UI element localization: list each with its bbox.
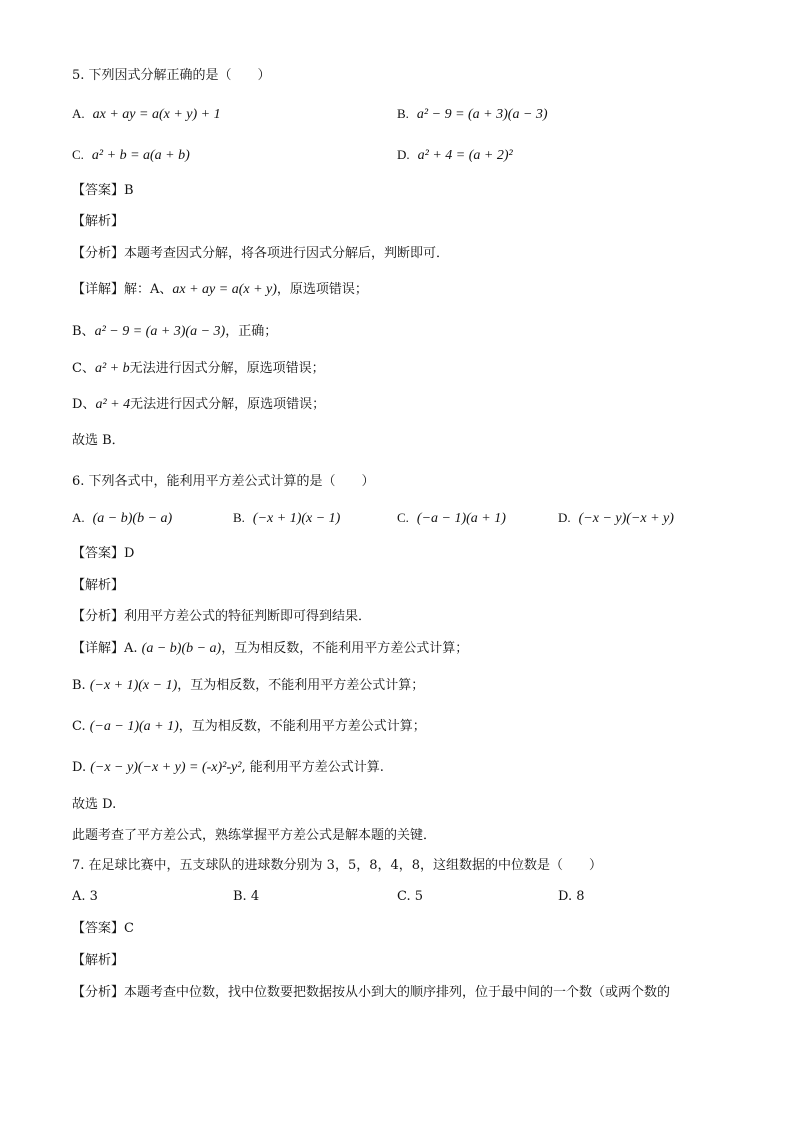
detail-suffix: ，互为相反数，不能利用平方差公式计算； [221, 641, 469, 656]
option-expr: (a − b)(b − a) [92, 511, 173, 526]
q7-option-d [558, 887, 585, 907]
detail-expr: a² + 4 [95, 397, 131, 412]
option-letter: C. [397, 510, 409, 525]
q7-fenxi: 【分析】本题考查中位数，找中位数要把数据按从小到大的顺序排列，位于最中间的一个数（或两个数的 [72, 985, 671, 1000]
q5-analysis-label: 【解析】 [72, 214, 125, 229]
option-letter: D. [558, 889, 573, 904]
option-letter: A. [72, 510, 85, 525]
q5-option-d [397, 145, 513, 166]
option-expr: 8 [576, 889, 585, 904]
detail-expr: (−x − y)(−x + y) = (-x)²-y² [90, 760, 242, 775]
q6-analysis-label: 【解析】 [72, 578, 125, 593]
option-expr: 3 [89, 889, 98, 904]
option-expr: 5 [414, 889, 424, 904]
option-expr: a² + b = a(a + b) [91, 148, 190, 163]
q5-choose: 故选 B． [72, 433, 125, 448]
option-letter: A. [72, 106, 85, 121]
detail-suffix: 无法进行因式分解，原选项错误； [129, 361, 325, 376]
option-letter: A. [72, 889, 86, 904]
q5-option-b [397, 104, 548, 125]
q5-detail-c [72, 359, 325, 379]
q6-detail-b [72, 676, 424, 696]
detail-suffix: ，原选项错误； [276, 282, 368, 297]
detail-prefix: B、 [72, 324, 95, 339]
option-letter: C. [72, 147, 84, 162]
q6-detail-c [72, 717, 426, 737]
detail-expr: a² + b [94, 361, 130, 376]
q5-detail-d [72, 395, 325, 415]
q6-stem: 6. 下列各式中，能利用平方差公式计算的是（ ） [72, 474, 375, 489]
q5-stem: 5. 下列因式分解正确的是（ ） [72, 68, 271, 83]
option-letter: B. [233, 889, 247, 904]
detail-prefix: C. [72, 719, 86, 734]
detail-expr: (−x + 1)(x − 1) [89, 678, 178, 693]
q6-detail-d [72, 758, 384, 778]
detail-prefix: 【详解】解：A、 [72, 282, 173, 297]
q7-analysis-label: 【解析】 [72, 953, 125, 968]
option-expr: a² + 4 = (a + 2)² [417, 148, 513, 163]
option-letter: B. [233, 510, 245, 525]
q6-option-b [233, 508, 340, 529]
detail-suffix: ，正确； [225, 324, 278, 339]
option-expr: 4 [250, 889, 260, 904]
detail-prefix: D、 [72, 397, 96, 412]
option-expr: (−x + 1)(x − 1) [252, 511, 341, 526]
option-letter: C. [397, 889, 411, 904]
q7-answer: 【答案】C [72, 921, 134, 936]
q5-detail-a [72, 280, 368, 300]
q5-fenxi: 【分析】本题考查因式分解，将各项进行因式分解后，判断即可． [72, 246, 450, 261]
option-expr: (−a − 1)(a + 1) [416, 511, 506, 526]
q5-option-a [72, 104, 221, 125]
detail-suffix: ，互为相反数，不能利用平方差公式计算； [177, 678, 425, 693]
option-expr: (−x − y)(−x + y) [578, 511, 674, 526]
q6-option-d [558, 508, 674, 529]
detail-expr: (−a − 1)(a + 1) [89, 719, 179, 734]
q5-option-c [72, 145, 190, 166]
detail-expr: a² − 9 = (a + 3)(a − 3) [94, 324, 226, 339]
q6-choose: 故选 D. [72, 797, 117, 812]
detail-suffix: , 能利用平方差公式计算. [241, 760, 384, 775]
q7-option-b [233, 887, 259, 907]
detail-prefix: 【详解】A. [72, 641, 138, 656]
q7-stem: 7. 在足球比赛中，五支球队的进球数分别为 3，5，8，4，8，这组数据的中位数是（ ） [72, 858, 603, 873]
q6-detail-a [72, 639, 468, 659]
q7-option-a [72, 887, 98, 907]
detail-prefix: D. [72, 760, 87, 775]
detail-suffix: 无法进行因式分解，原选项错误； [130, 397, 326, 412]
q7-option-c [397, 887, 423, 907]
detail-expr: ax + ay = a(x + y) [172, 282, 277, 297]
q5-detail-b [72, 322, 277, 342]
detail-expr: (a − b)(b − a) [141, 641, 222, 656]
detail-prefix: B. [72, 678, 86, 693]
option-expr: a² − 9 = (a + 3)(a − 3) [416, 107, 548, 122]
option-letter: D. [558, 510, 571, 525]
q6-summary: 此题考查了平方差公式，熟练掌握平方差公式是解本题的关键． [72, 828, 437, 843]
q6-option-c [397, 508, 506, 529]
q5-answer: 【答案】B [72, 183, 134, 198]
option-letter: B. [397, 106, 409, 121]
q6-fenxi: 【分析】利用平方差公式的特征判断即可得到结果． [72, 609, 372, 624]
detail-suffix: ，互为相反数，不能利用平方差公式计算； [178, 719, 426, 734]
q6-option-a [72, 508, 172, 529]
detail-prefix: C、 [72, 361, 95, 376]
option-letter: D. [397, 147, 410, 162]
q6-answer: 【答案】D [72, 546, 135, 561]
option-expr: ax + ay = a(x + y) + 1 [92, 107, 221, 122]
